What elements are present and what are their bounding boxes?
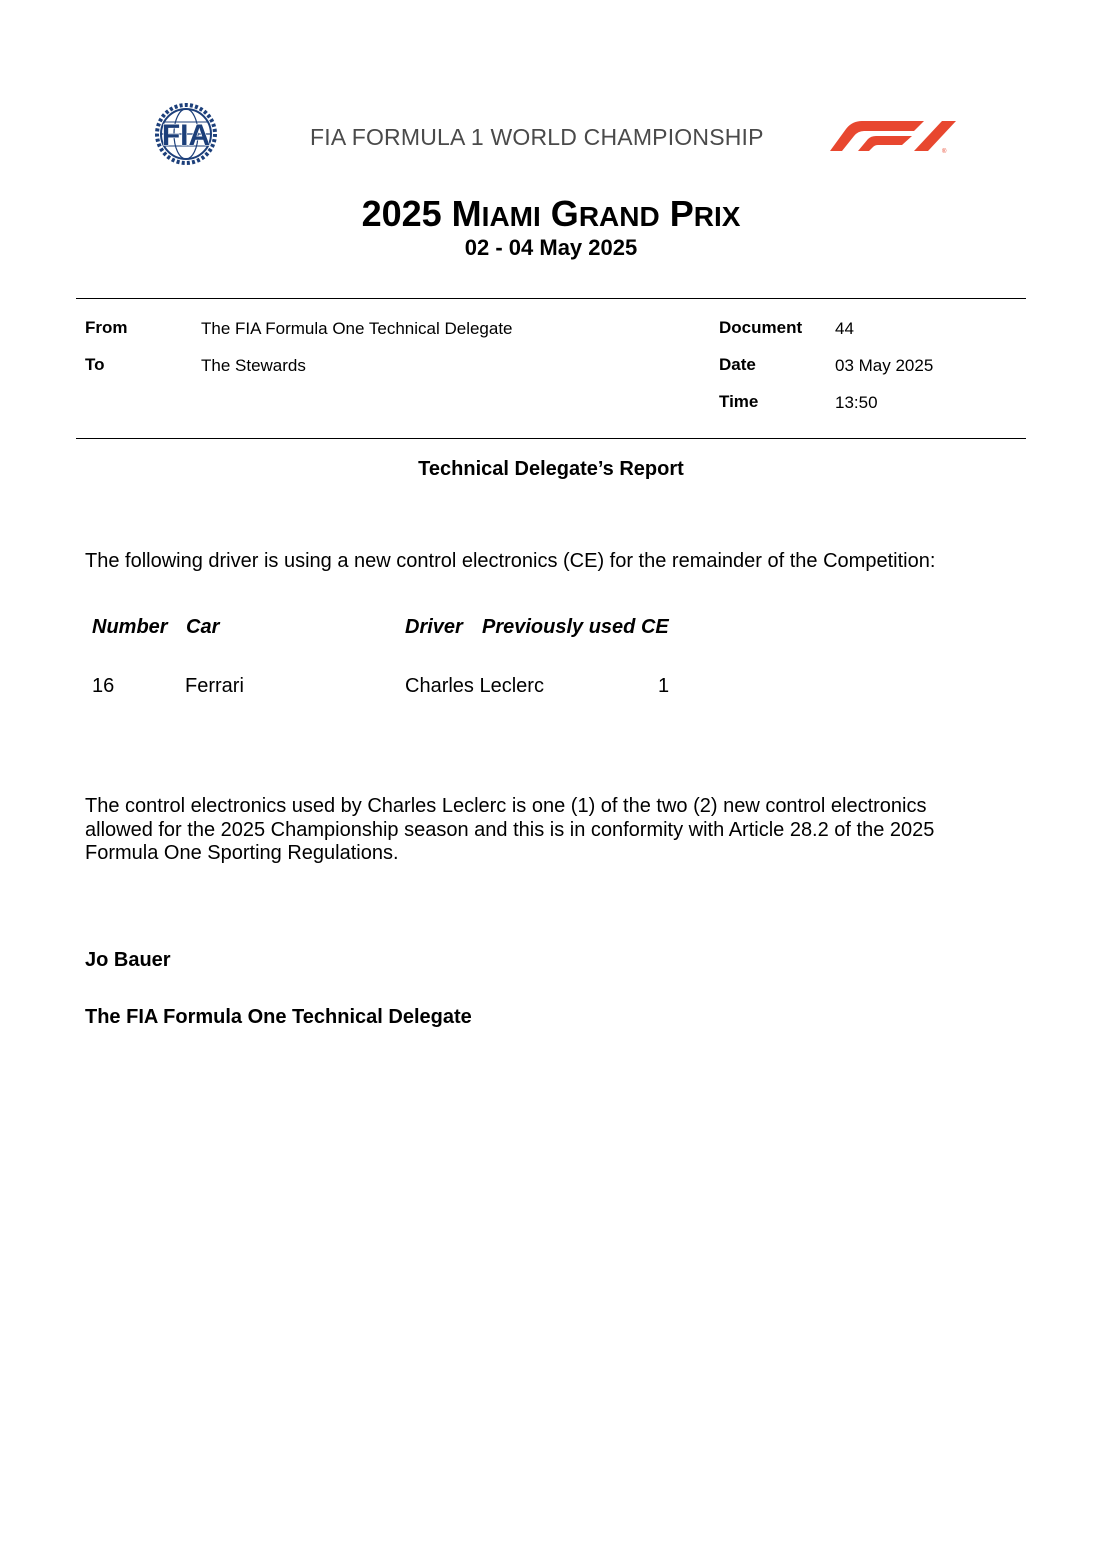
report-title: Technical Delegate’s Report bbox=[418, 458, 684, 480]
conclusion-line: Formula One Sporting Regulations. bbox=[85, 842, 399, 864]
intro-paragraph: The following driver is using a new control electronics (CE) for the remainder of the Competition: bbox=[85, 550, 936, 572]
fia-logo bbox=[140, 102, 234, 166]
to-value: The Stewards bbox=[201, 356, 306, 375]
column-header-car: Car bbox=[186, 616, 220, 638]
cell-car: Ferrari bbox=[185, 675, 244, 697]
conclusion-line: The control electronics used by Charles Leclerc is one (1) of the two (2) new control electronics bbox=[85, 795, 927, 817]
divider-top bbox=[76, 298, 1026, 299]
document-label: Document bbox=[719, 318, 803, 337]
time-value: 13:50 bbox=[835, 393, 878, 412]
event-title: 2025 MIAMI GRAND PRIX bbox=[361, 193, 741, 234]
from-label: From bbox=[85, 318, 128, 337]
cell-number: 16 bbox=[92, 675, 115, 697]
signatory-role: The FIA Formula One Technical Delegate bbox=[85, 1006, 472, 1028]
column-header-previously-used-ce: Previously used CE bbox=[482, 616, 669, 638]
signatory-name: Jo Bauer bbox=[85, 949, 171, 971]
time-label: Time bbox=[719, 392, 759, 411]
conclusion-line: allowed for the 2025 Championship season and this is in conformity with Article 28.2 of the 2025 bbox=[85, 819, 935, 841]
from-value: The FIA Formula One Technical Delegate bbox=[201, 319, 513, 338]
svg-text:®: ® bbox=[942, 149, 947, 155]
f1-logo bbox=[826, 117, 960, 155]
championship-title: FIA FORMULA 1 WORLD CHAMPIONSHIP bbox=[310, 124, 764, 150]
column-header-number: Number bbox=[92, 616, 168, 638]
date-value: 03 May 2025 bbox=[835, 356, 934, 375]
event-dates: 02 - 04 May 2025 bbox=[464, 235, 638, 260]
column-header-driver: Driver bbox=[405, 616, 463, 638]
cell-driver: Charles Leclerc bbox=[405, 675, 544, 697]
cell-previously-used-ce: 1 bbox=[658, 675, 670, 697]
document-value: 44 bbox=[835, 319, 854, 338]
to-label: To bbox=[85, 355, 105, 374]
svg-text:FIA: FIA bbox=[161, 119, 211, 152]
divider-bottom bbox=[76, 438, 1026, 439]
date-label: Date bbox=[719, 355, 756, 374]
